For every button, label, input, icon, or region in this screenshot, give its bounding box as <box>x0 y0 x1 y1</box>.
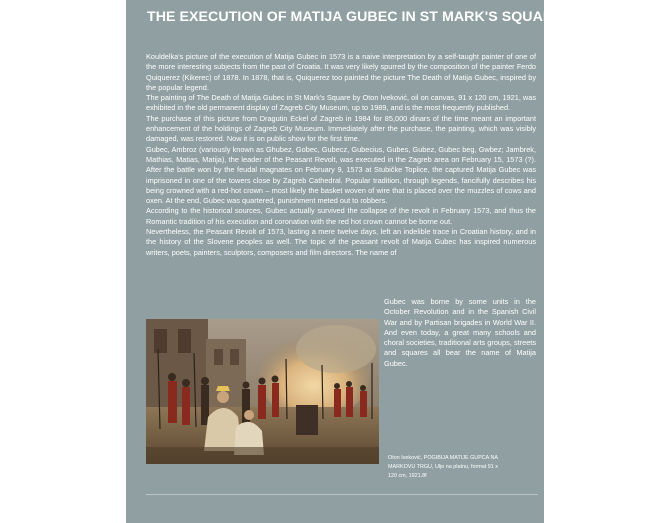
wrap-paragraph: Gubec was borne by some units in the October Revolution and in the Spanish Civil War and by Partisan brigades in World War II. And even today, a great many schools and choral societies, traditional arts groups, streets and squares all bear the name of Matija Gubec. <box>384 297 536 368</box>
bottom-divider <box>146 494 538 495</box>
paragraph-peasant-revolt: Nevertheless, the Peasant Revolt of 1573, lasting a mere twelve days, left an indelible trace in Croatian history, and in the history of the Slovene peoples as well. The topic of the peasant revolt of Matija Gubec has inspired numerous writers, poets, painters, sculptors, composers and film directors. The name of <box>146 227 536 257</box>
paragraph-purchase: The purchase of this picture from Dragutin Eckel of Zagreb in 1984 for 85,000 dinars of the time meant an important enhancement of the holdings of Zagreb City Museum. Immediately after the purchase, the painting, which was visibly damaged, was restored. Now it is on public show for the first time. <box>146 113 536 144</box>
page-title: THE EXECUTION OF MATIJA GUBEC IN ST MARK'S SQUARE <box>147 9 563 25</box>
paragraph-historical-sources: According to the historical sources, Gubec actually survived the collapse of the revolt in February 1573, and thus the Romantic tradition of his execution and coronation with the red hot crown cannot be borne out. <box>146 206 536 226</box>
page-panel <box>126 0 563 523</box>
article-body <box>146 52 536 258</box>
caption-author: Oton Iveković, <box>388 455 423 461</box>
painting-caption <box>388 454 498 482</box>
paragraph-quiquerez: Kouldelka's picture of the execution of Matija Gubec in 1573 is a naive interpretation by a self-taught painter of one of the more interesting subjects from the past of Croatia. It was very likely spurred by the composition of the painter Ferdo Quiquerez (Kikerec) of 1878. In 1878, that is, Quiquerez too painted the picture The Death of Matija Gubec, inspired by the popular legend. <box>146 52 536 92</box>
caption-title-line1: POGIBIJA MATIJE <box>423 455 469 461</box>
caption-details: Ulje na platnu, format 91 x 120 cm, 1921.8f <box>388 464 498 480</box>
paragraph-ivekovic: The painting of The Death of Matija Gubec in St Mark's Square by Oton Iveković, oil on canvas, 91 x 120 cm, 1921, was exhibited in the old permanent display of Zagreb City Museum, up to 1989, and is the most frequently published. <box>146 93 536 113</box>
paragraph-gubec-biography: Gubec, Ambroz (variously known as Ghubez, Gobec, Gubecz, Gubecius, Gubes, Gubez, Gubec beg, Gwbez; Jambrek, Mathias, Matias, Matija), the leader of the Peasant Revolt, was executed in the Zagreb area on February 15, 1573 (?). After the battle won by the feudal magnates on February 9, 1573 at Stubičke Toplice, the captured Matija Gubec was imprisoned in one of the towers close by Zagreb Cathedral. Popular tradition, through legends, fancifully describes his being crowned with a red-hot crown – most likely the basket woven of wire that is placed over the muzzles of cows and oxen. At the end, Gubec was quartered, punishment meted out to robbers. <box>146 144 536 206</box>
caption-title-line2: GUPCA NA MARKOVU TRGU, <box>388 455 498 471</box>
painting-image <box>146 319 379 464</box>
